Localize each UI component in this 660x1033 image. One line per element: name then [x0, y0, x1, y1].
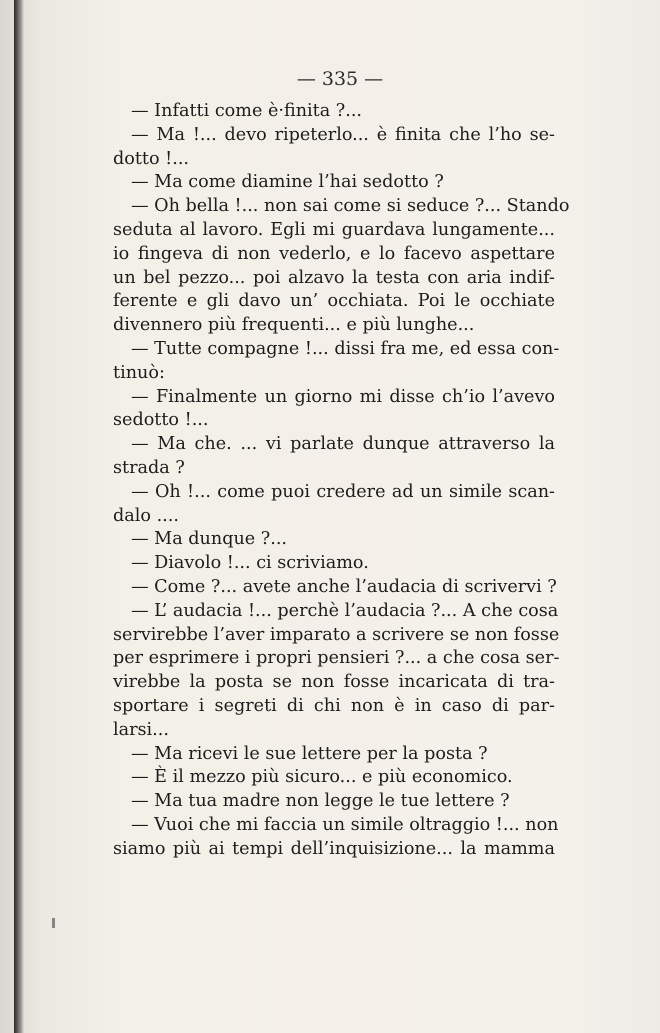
text-line: — Finalmente un giorno mi disse ch’io l’avevo [131, 386, 555, 407]
text-line: per esprimere i propri pensieri ?... a che cosa ser- [113, 648, 560, 669]
page-binding-edge [14, 0, 24, 1033]
text-line: — Oh bella !... non sai come si seduce ?... Stando [131, 196, 570, 217]
text-line: tinuò: [113, 362, 165, 383]
text-line: — Ma !... devo ripeterlo... è finita che l’ho se- [131, 124, 555, 145]
text-line: — Ma che. ... vi parlate dunque attraverso la [131, 434, 555, 455]
text-line: — Vuoi che mi faccia un simile oltraggio !... non [131, 814, 559, 835]
text-line: — Ma tua madre non legge le tue lettere ? [131, 791, 510, 812]
text-line: dotto !... [113, 148, 190, 169]
text-line: io fingeva di non vederlo, e lo facevo aspettare [113, 243, 555, 264]
text-line: — L’ audacia !... perchè l’audacia ?... A che cosa [131, 600, 559, 621]
body-text [113, 100, 570, 862]
text-line: — È il mezzo più sicuro... e più economico. [131, 767, 513, 788]
text-line: un bel pezzo... poi alzavo la testa con aria indif- [113, 267, 555, 288]
page-number: — 335 — [296, 68, 384, 90]
text-line: sedotto !... [113, 410, 209, 431]
text-line: strada ? [113, 457, 185, 478]
text-line: siamo più ai tempi dell’inquisizione... la mamma [113, 838, 555, 859]
text-line: servirebbe l’aver imparato a scrivere se non fosse [113, 624, 560, 645]
text-line: — Tutte compagne !... dissi fra me, ed essa con- [131, 338, 560, 359]
ink-smudge [52, 918, 55, 928]
text-line: larsi... [113, 719, 169, 740]
text-line: — Ma dunque ?... [131, 529, 288, 550]
text-line: divennero più frequenti... e più lunghe... [113, 315, 475, 336]
text-line: virebbe la posta se non fosse incaricata di tra- [113, 672, 555, 693]
text-line: — Ma come diamine l’hai sedotto ? [131, 172, 444, 193]
text-line: ferente e gli davo un’ occhiata. Poi le occhiate [113, 291, 555, 312]
text-line: — Diavolo !... ci scriviamo. [131, 553, 369, 574]
text-line: — Oh !... come puoi credere ad un simile scan- [131, 481, 555, 502]
text-line: — Come ?... avete anche l’audacia di scrivervi ? [131, 576, 557, 597]
text-line: dalo .... [113, 505, 179, 526]
text-line: — Ma ricevi le sue lettere per la posta ? [131, 743, 488, 764]
text-line: — Infatti come è·finita ?... [131, 101, 363, 121]
text-line: sportare i segreti di chi non è in caso di par- [113, 695, 555, 716]
text-line: seduta al lavoro. Egli mi guardava lungamente... [113, 219, 555, 240]
